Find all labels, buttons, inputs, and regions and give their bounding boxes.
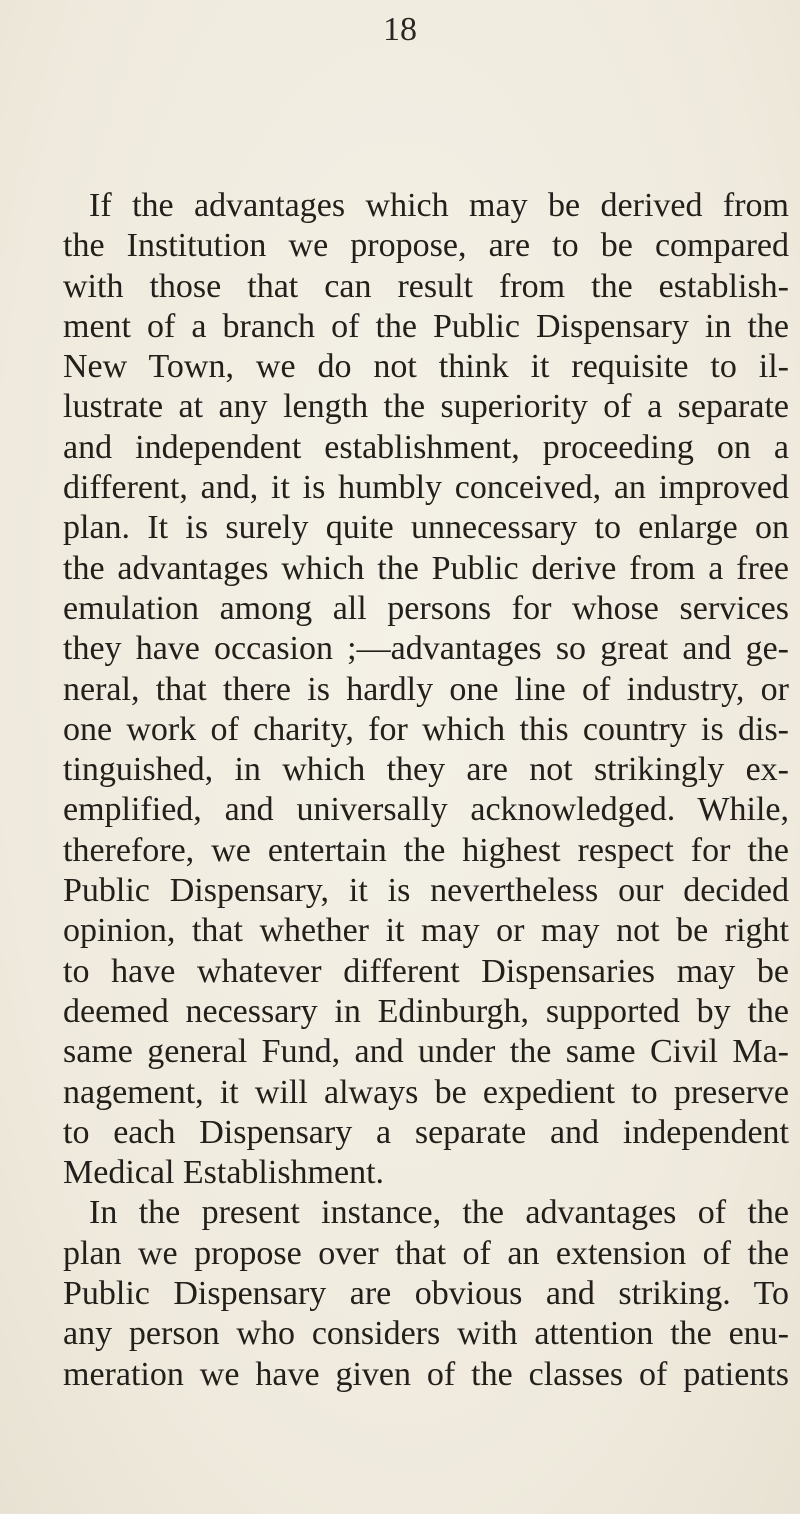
text-line: nagement, it will always be expedient to preserve [63, 1073, 789, 1111]
text-line: with those that can result from the establish- [63, 267, 789, 305]
text-line: Public Dispensary, it is nevertheless our decided [63, 872, 789, 910]
text-line: to have whatever different Dispensaries may be [63, 952, 789, 990]
text-line: New Town, we do not think it requisite to il- [63, 348, 789, 386]
text-line: ment of a branch of the Public Dispensary in the [63, 307, 789, 345]
text-line: Medical Establishment. [63, 1154, 385, 1192]
body-text [63, 186, 789, 1395]
text-line: neral, that there is hardly one line of industry, or [63, 670, 789, 708]
text-line: and independent establishment, proceeding on a [63, 428, 789, 466]
text-line: emulation among all persons for whose services [63, 589, 789, 627]
text-line: they have occasion ;—advantages so great and ge- [63, 630, 789, 668]
text-line: one work of charity, for which this country is dis- [63, 710, 789, 748]
text-line: any person who considers with attention the enu- [63, 1315, 789, 1353]
text-line: lustrate at any length the superiority of a separate [63, 388, 789, 426]
text-line: deemed necessary in Edinburgh, supported by the [63, 992, 789, 1030]
text-line: tinguished, in which they are not strikingly ex- [63, 751, 789, 789]
text-line: therefore, we entertain the highest respect for the [63, 831, 789, 869]
text-line: opinion, that whether it may or may not be right [63, 912, 789, 950]
text-line: same general Fund, and under the same Civil Ma- [63, 1033, 789, 1071]
text-line: meration we have given of the classes of patients [63, 1355, 789, 1393]
text-line: the advantages which the Public derive from a free [63, 549, 789, 587]
text-line: different, and, it is humbly conceived, an improved [63, 469, 789, 507]
text-line: Public Dispensary are obvious and striking. To [63, 1275, 789, 1313]
text-line: to each Dispensary a separate and independent [63, 1113, 789, 1151]
text-line: In the present instance, the advantages of the [89, 1194, 789, 1232]
text-line: the Institution we propose, are to be compared [63, 227, 789, 265]
text-line: plan. It is surely quite unnecessary to enlarge on [63, 509, 789, 547]
text-line: emplified, and universally acknowledged. While, [63, 791, 789, 829]
text-line: If the advantages which may be derived from [89, 187, 789, 224]
text-line: plan we propose over that of an extension of the [63, 1234, 789, 1272]
page-number: 18 [383, 11, 417, 48]
